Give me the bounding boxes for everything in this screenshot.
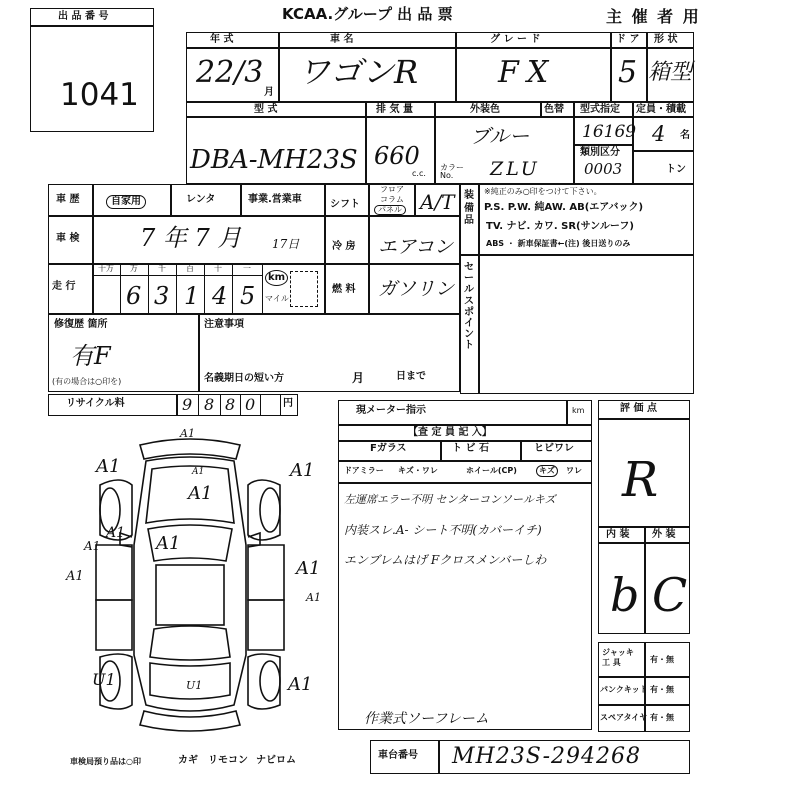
repair-history-label: 修復歴 箇所 [54,319,108,330]
km-option: km [265,270,288,286]
damage-mark: U1 [186,679,203,692]
recycle-digit: 9 [182,395,193,414]
exterior-label: 外 装 [652,529,676,540]
capacity-value: 4 [652,122,666,146]
recycle-digit: 8 [225,395,236,414]
displacement-value: 660 [374,142,420,170]
exterior-grade: C [652,568,688,622]
inspection-label: 車 検 [56,233,80,244]
year-label: 年 式 [210,34,234,45]
puncture-kit-value: 有・無 [650,685,674,694]
inspection-value: 7 年 7 月 [140,224,242,252]
spare-tire-value: 有・無 [650,713,674,722]
equipment-box [460,184,694,394]
damage-mark: U1 [92,670,116,689]
color-no-label: カラー No. [440,163,464,181]
key-label: カギ [178,755,198,766]
caution-label: 注意事項 [204,319,244,330]
lot-number-label: 出 品 番 号 [58,11,109,22]
windshield-label: Fガラス [370,443,407,454]
recycle-label: リサイクル料 [66,398,125,409]
remote-label: リモコン [208,755,248,766]
damage-mark: A1 [306,591,321,604]
puncture-kit-label: パンクキット [600,685,648,694]
equipment-note: ※純正のみ○印をつけて下さい。 [484,187,602,196]
grade-value: FX [498,55,557,90]
lot-number: 1041 [60,77,139,113]
deadline-month-label: 月 [352,371,365,385]
grade-label: グ レ ー ド [490,34,541,45]
month-suffix: 月 [264,87,274,98]
chip-label: ト ビ 石 [452,443,489,454]
mileage-label: 走 行 [52,281,76,292]
meter-km-label: km [572,406,585,415]
jack-tools-label: ジャッキ 工 具 [602,648,634,668]
ton-unit: トン [666,164,686,175]
chassis-label: 車台番号 [378,750,418,761]
damage-mark: A1 [296,558,321,579]
damage-mark: A1 [106,525,126,541]
keep-items-label: 車検局預り品は○印 [70,757,141,766]
damage-mark: A1 [66,569,84,584]
equipment-line-3: ABS ・ 新車保証書←(注) 後日送りのみ [486,239,631,248]
interior-grade: b [610,568,640,622]
repair-history-note: (有の場合は○印を) [52,377,122,386]
navi-label: ナビロム [256,755,296,766]
type-designation-label: 型式指定 [580,104,620,115]
mileage-unit-100: 百 [186,264,194,273]
mileage-unit-1: 一 [243,264,251,273]
mileage-unit-10: 十 [214,264,222,273]
ext-color-label: 外装色 [470,104,500,115]
crack-label: ヒビワレ [534,443,574,454]
owner-use-label: 主 催 者 用 [606,7,701,26]
equipment-line-1: P.S. P.W. 純AW. AB(エアバック) [484,202,644,213]
doors-label: ド ア [616,34,640,45]
ext-color-value: ブルー [470,124,530,148]
capacity-label: 定員・積載 [636,104,686,115]
car-name-value: ワゴンR [298,53,419,91]
wheel-crack-label: ワレ [566,466,582,475]
type-designation-value: 16169 [582,122,637,142]
equipment-side-label: 装 備 品 [464,190,474,226]
mileage-unit-100k: 十万 [98,264,114,273]
interior-label: 内 装 [606,529,630,540]
fuel-value: ガソリン [378,278,455,300]
repair-history-value: 有F [70,342,111,370]
category-value: 0003 [584,160,623,178]
damage-mark: A1 [84,539,101,553]
body-value: 箱型 [648,60,693,85]
model-value: DBA-MH23S [190,145,358,175]
mileage-digit: 5 [240,282,256,310]
mileage-digit: 1 [184,282,200,310]
body-label: 形 状 [654,34,678,45]
jack-tools-value: 有・無 [650,655,674,664]
rental-option: レンタ [186,194,216,205]
recycle-unit: 円 [283,398,293,409]
ac-value: エアコン [378,236,454,258]
color-change-label: 色替 [544,104,564,115]
ac-label: 冷 房 [332,241,356,252]
inspector-header: 【査 定 員 記 入】 [408,427,492,438]
mileage-unit-10k: 万 [130,264,138,273]
shift-value: A/T [420,190,455,214]
shift-label: シフト [330,199,360,210]
mirror-damage-label: キズ・ワレ [398,466,438,475]
shift-option-panel: パネル [374,205,406,215]
model-label: 型 式 [254,104,278,115]
category-label: 類別区分 [580,147,620,158]
inspector-note: 内装スレ.A- シート不明(カバーイチ) [344,523,542,537]
equipment-line-2: TV. ナビ. カワ. SR(サンルーフ) [486,221,634,232]
short-deadline-label: 名義期日の短い方 [204,373,284,384]
displacement-label: 排 気 量 [376,104,413,115]
mileage-digit: 3 [154,282,170,310]
wheel-label: ホイール(CP) [466,466,517,475]
damage-mark: A1 [180,427,195,440]
deadline-day-label: 日まで [396,371,426,382]
damage-mark: A1 [288,674,313,695]
damage-mark: A1 [156,533,181,554]
inspector-note: エンブレムはげ Fクロスメンバーしわ [344,553,547,567]
damage-mark: A1 [96,456,121,477]
capacity-unit: 名 [680,130,690,141]
lot-number-box [30,8,154,132]
recycle-digit: 0 [245,395,256,414]
meter-label: 現メーター指示 [356,405,426,416]
spare-tire-label: スペアタイヤ [600,713,648,722]
mile-option: マイル [265,294,289,303]
year-value: 22/3 [196,55,264,90]
mileage-unit-1k: 千 [158,264,166,273]
recycle-digit: 8 [204,395,215,414]
inspection-day: 17日 [272,237,300,251]
chassis-value: MH23S-294268 [452,744,641,769]
doors-value: 5 [618,55,638,90]
private-use-option: 自家用 [106,195,146,209]
grade-label: 評 価 点 [620,403,657,414]
business-option: 事業.営業車 [248,194,302,205]
door-mirror-label: ドアミラー [344,466,384,475]
history-label: 車 歴 [56,194,80,205]
overall-grade: R [622,452,659,508]
selling-points-label: セールスポイント [464,262,474,352]
shift-option-floor: フロア [380,185,404,194]
wheel-scratch-label: キズ [536,465,558,477]
frame-note: 作業式ソーフレーム [364,711,489,727]
car-name-label: 車 名 [330,34,354,45]
cc-unit: c.c. [412,169,426,178]
color-code-value: ZLU [490,158,540,180]
damage-mark: A1 [290,460,315,481]
damage-mark: A1 [192,467,205,477]
inspector-note: 左運席エラー不明 センターコンソールキズ [344,493,556,506]
mileage-digit: 6 [126,282,142,310]
fuel-label: 燃 料 [332,284,356,295]
damage-mark: A1 [188,483,213,504]
sheet-title: KCAA.グループ 出 品 票 [282,5,453,23]
mileage-digit: 4 [212,282,228,310]
shift-option-column: コラム [380,195,404,204]
